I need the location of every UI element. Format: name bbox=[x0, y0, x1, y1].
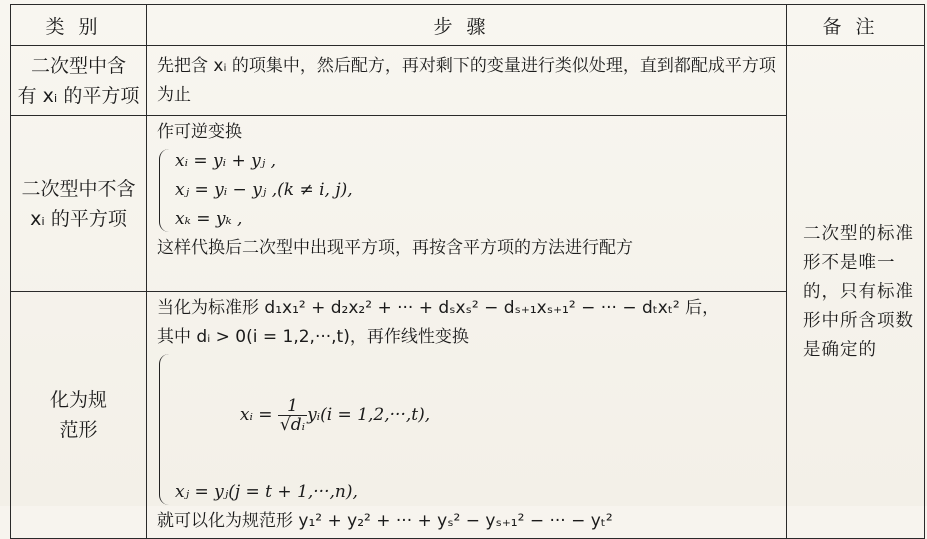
steps-cell bbox=[147, 46, 787, 116]
system-row: xⱼ = yⱼ(j = t + 1,···,n), bbox=[175, 482, 358, 502]
system-row-rhs: yᵢ(i = 1,2,···,t), bbox=[307, 405, 431, 425]
category-line: 二次型中不含 bbox=[21, 177, 136, 200]
category-cell bbox=[11, 116, 147, 292]
condition-line: 其中 dᵢ > 0(i = 1,2,···,t)，再作线性变换 bbox=[157, 327, 469, 347]
steps-text: 先把含 xᵢ 的项集中，然后配方，再对剩下的变量进行类似处理，直到都配成平方项为止 bbox=[157, 55, 776, 105]
note-cell bbox=[787, 46, 925, 539]
system-row: xᵢ = yᵢ + yⱼ , bbox=[175, 151, 277, 171]
category-line: 有 xᵢ 的平方项 bbox=[17, 84, 140, 107]
table-header-row bbox=[11, 5, 925, 46]
system-row-lhs: xᵢ = bbox=[239, 405, 278, 425]
fraction-denominator: √dᵢ bbox=[279, 415, 306, 435]
standard-form-line: 当化为标准形 d₁x₁² + d₂x₂² + ··· + dₛxₛ² − dₛ₊₁xₛ₊₁² − ··· − dₜxₜ² 后， bbox=[157, 298, 720, 318]
header-steps: 步骤 bbox=[147, 5, 787, 46]
category-cell bbox=[11, 292, 147, 539]
method-table bbox=[10, 4, 925, 539]
fraction-numerator: 1 bbox=[278, 397, 307, 416]
category-cell bbox=[11, 46, 147, 116]
system-row: xⱼ = yᵢ − yⱼ ,(k ≠ i, j), bbox=[175, 180, 353, 200]
fraction bbox=[278, 397, 307, 434]
header-notes: 备注 bbox=[787, 5, 925, 46]
category-line: 二次型中含 bbox=[30, 54, 126, 77]
category-line: xᵢ 的平方项 bbox=[30, 207, 127, 230]
steps-cell bbox=[147, 116, 787, 292]
header-category: 类别 bbox=[11, 5, 147, 46]
substitution-system bbox=[159, 147, 778, 234]
left-brace bbox=[159, 149, 170, 232]
system-row: xₖ = yₖ , bbox=[175, 209, 243, 229]
left-brace bbox=[159, 354, 170, 505]
note-text: 二次型的标准形不是唯一的，只有标准形中所含项数是确定的 bbox=[803, 223, 914, 360]
category-line: 范形 bbox=[59, 419, 98, 441]
category-line: 化为规 bbox=[49, 389, 107, 411]
steps-cell bbox=[147, 292, 787, 539]
linear-transform-system bbox=[159, 352, 778, 507]
system-row bbox=[175, 352, 778, 478]
steps-intro: 作可逆变换 bbox=[157, 122, 242, 142]
table-row bbox=[11, 46, 925, 116]
steps-outro: 这样代换后二次型中出现平方项，再按含平方项的方法进行配方 bbox=[157, 238, 633, 258]
steps-outro: 就可以化为规范形 y₁² + y₂² + ··· + yₛ² − yₛ₊₁² − ··· − yₜ² bbox=[157, 511, 613, 531]
